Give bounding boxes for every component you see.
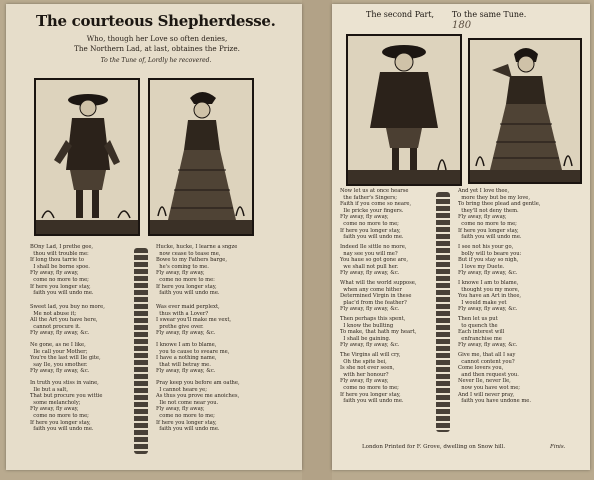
subtitle-line-2: The Northern Lad, at last, obtaines the Prize. (74, 44, 240, 53)
part2-verse-3: What will the world suppose, when any come hither Determined Virgin in these plac'd from the feather? Fly away, fly away, &c. (340, 280, 417, 313)
part2-verse-9: Then let us put to quench the Each interest will enfranchise me Fly away, fly away, &c. (458, 316, 518, 349)
woodcut-lady-with-fan (468, 38, 582, 184)
ornament-divider-2 (436, 192, 450, 432)
ballad-title: The courteous Shepherdesse. (36, 12, 276, 30)
page-number: 180 (452, 20, 472, 31)
right-page (332, 4, 590, 470)
ornament-divider (134, 248, 148, 454)
verse-8: Pray keep you before am oathe, I cannot heare ye; As thus you prove me anoiches, Ile not come near you. Fly away, fly away, come no more to me; If here you longer stay, faith you will undo me. (156, 380, 240, 433)
verse-3: Ne gone, as ne I like, Ile call your Mother; You're the last will Ile gite, say Ile, you smother. Fly away, fly away, &c. (30, 342, 101, 375)
woodcut-cavalier (346, 34, 462, 186)
imprint-line: London Printed for F. Grove, dwelling on Snow hill. (362, 444, 506, 450)
part2-verse-8: I knowe I am to blame, thought you my more, You have an Art in thee, I would make yet Fly away, fly away, &c. (458, 280, 522, 313)
left-page (6, 4, 302, 470)
page-gutter (302, 0, 332, 480)
part2-verse-5: The Virgins all will cry, Oh the spite bei, Is she not ever seen, with her honour? Fly away, fly away, come no more to me; If here you longer stay, faith you will undo me. (340, 352, 404, 405)
part2-verse-1: Now let us at once hearse the father's Singers; Faith if you come so neare, Ile pricke your fingers. Fly away, fly away, come no more to me; If here you longer stay, faith you will undo me. (340, 188, 412, 241)
verse-5: Hucke, hucke, I learne a sngze now cease to tease me, Bowe to my Fathers barge, he's coming to me. Fly away, fly away, come no more to me: If here you longer stay, faith you will undo me. (156, 244, 238, 297)
part2-verse-4: Then perhaps this spent, I know the bullting To make, that hath my heart, I shall be gaining. Fly away, fly away, &c. (340, 316, 417, 349)
part2-verse-10: Give me, that all I say cannot content you? Come lovers you, and then request you. Never Ile, never Ile, now you have wot me; And I will never pray, faith you have undone me. (458, 352, 531, 405)
subtitle-line-1: Who, though her Love so often denies, (86, 34, 228, 43)
verse-7: I knowe I am to blame, you to cause to sveare me, I have a nothing name, that will betray me. Fly away, fly away, &c. (156, 342, 230, 375)
part2-verse-6: And yet I love thee, more they but be my love, To bring thee plead and gentle, they'll not deny them. Fly away, fly away, come no more to me; If here you longer stay, faith you will undo me. (458, 188, 541, 241)
finis-mark: Finis. (550, 444, 566, 450)
verse-6: Was ever maid perplext, thus with a Lover? I swear you'll make me vext, prethe give over. Fly away, fly away, &c. (156, 304, 232, 337)
part2-verse-7: I see not his your go, bolly will to beare you: But if you stay so nigh, I love my Duete. Fly away, fly away, &c. (458, 244, 522, 277)
verse-4: In truth you stiss in vaine, Ile but a salt, That but procure you wittie some melancholy; Fly away, fly away, come no more to me; If here you longer stay, faith you will undo me. (30, 380, 103, 433)
second-part-header: The second Part, To the same Tune. (366, 10, 527, 19)
verse-1: BOny Lad, I prethe gee, thou wilt trouble me: If long thou tarrie to I shall be borne spoe. Fly away, fly away, come no more to me; If here you longer stay, faith you will undo me. (30, 244, 94, 297)
verse-2: Sweet lad, you buy no more, Me not abuse it; All the Art you have here, cannot procure it. Fly away, fly away, &c. (30, 304, 105, 337)
part2-verse-2: Indeed Ile sittle no more, nay see you will me? You haue so got gone are, we shall not pull her. Fly away, fly away, &c. (340, 244, 408, 277)
tune-line: To the Tune of, Lordly he recovered. (100, 57, 212, 64)
woodcut-gentleman (34, 78, 140, 236)
woodcut-shepherdess (148, 78, 254, 236)
